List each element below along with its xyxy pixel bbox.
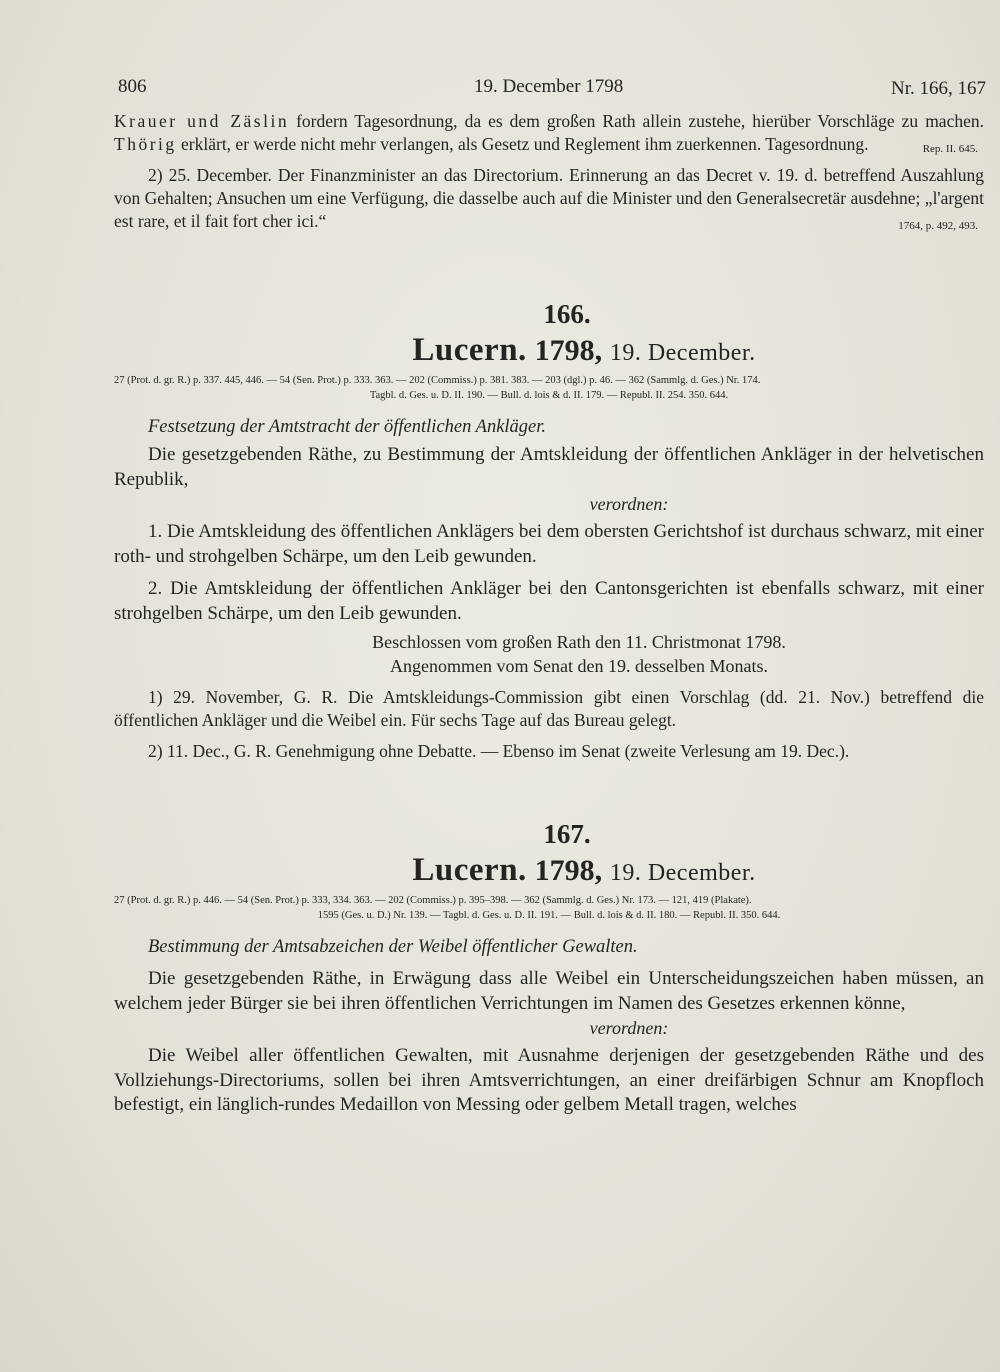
intro-paragraph-1: Krauer und Zäslin fordern Tagesordnung, da es dem großen Rath allein zustehe, hierüber Vorschläge zu machen. Thörig erklärt, er werde nicht mehr verlangen, als Gesetz und Reglement ihm zuerkennen. Tagesordnung. bbox=[114, 111, 984, 154]
section-number: 167. bbox=[543, 819, 591, 849]
section-number: 166. bbox=[543, 299, 591, 329]
place-name: Lucern. bbox=[412, 332, 527, 368]
intro-block bbox=[114, 110, 984, 237]
header-numbers: Nr. 166, 167 bbox=[891, 78, 986, 99]
year: 1798, bbox=[534, 334, 603, 367]
year: 1798, bbox=[534, 854, 603, 887]
running-header bbox=[118, 76, 986, 106]
source-references: 27 (Prot. d. gr. R.) p. 446. — 54 (Sen. Prot.) p. 333, 334. 363. — 202 (Commiss.) p. 395–398. — 362 (Sammlg. d. Ges.) Nr. 173. — 121, 419 (Plakate). 1595 (Ges. u. D.) Nr. 139. — Tagbl. d. Ges. u. D. II. 191. — Bull. d. lois & d. II. 180. — Republ. II. 350. 644. bbox=[114, 895, 781, 921]
place-name: Lucern. bbox=[412, 852, 527, 888]
verordnen: verordnen: bbox=[589, 1018, 669, 1038]
verordnen: verordnen: bbox=[589, 494, 669, 514]
section-title: Bestimmung der Amtsabzeichen der Weibel öffentlicher Gewalten. bbox=[148, 937, 638, 957]
preamble: Die gesetzgebenden Räthe, in Erwägung dass alle Weibel ein Unterscheidungszeichen haben müssen, an welchem jeder Bürger sie bei ihren öffentlichen Verrichtungen im Namen des Gesetzes erkennen könne, bbox=[114, 968, 984, 1014]
intro-reference-2: 1764, p. 492, 493. bbox=[898, 220, 978, 232]
speaker-names: Krauer und Zäslin bbox=[114, 111, 290, 131]
note-2: 2) 11. Dec., G. R. Genehmigung ohne Debatte. — Ebenso im Senat (zweite Verlesung am 19. Dec.). bbox=[148, 741, 850, 761]
article-1: 1. Die Amtskleidung des öffentlichen Anklägers bei dem obersten Gerichtshof ist durchaus schwarz, mit einer roth- und strohgelben Schärpe, um den Leib gewunden. bbox=[114, 521, 984, 567]
heading-date: 19. December. bbox=[609, 340, 756, 366]
closing-line-2: Angenommen vom Senat den 19. desselben Monats. bbox=[390, 656, 768, 676]
section-heading bbox=[184, 850, 984, 893]
section-167 bbox=[114, 818, 984, 1118]
article-2: 2. Die Amtskleidung der öffentlichen Ankläger bei den Cantonsgerichten ist ebenfalls schwarz, mit einer strohgelben Schärpe, um den Leib gewunden. bbox=[114, 578, 984, 624]
intro-paragraph-2: 2) 25. December. Der Finanzminister an das Directorium. Erinnerung an das Decret v. 19. d. betreffend Auszahlung von Gehalten; Ansuchen um eine Verfügung, die dasselbe auch auf die Minister und den Generalsecretär ausdehne; „l'argent est rare, et il fait fort cher ici.“ bbox=[114, 165, 984, 231]
intro-reference-1: Rep. II. 645. bbox=[922, 143, 978, 155]
header-date: 19. December 1798 bbox=[474, 76, 624, 97]
preamble: Die gesetzgebenden Räthe, zu Bestimmung der Amtskleidung der öffentlichen Ankläger in der helvetischen Republik, bbox=[114, 444, 984, 490]
page-number: 806 bbox=[118, 76, 147, 97]
heading-date: 19. December. bbox=[609, 860, 756, 886]
source-references: 27 (Prot. d. gr. R.) p. 337. 445, 446. — 54 (Sen. Prot.) p. 333. 363. — 202 (Commiss.) p. 381. 383. — 203 (dgl.) p. 46. — 362 (Sammlg. d. Ges.) Nr. 174. Tagbl. d. Ges. u. D. II. 190. — Bull. d. lois & d. II. 179. — Republ. II. 254. 350. 644. bbox=[114, 375, 761, 401]
article-body: Die Weibel aller öffentlichen Gewalten, mit Ausnahme derjenigen der gesetzgebenden Räthe und des Vollziehungs-Directoriums, sollen bei ihren Amtsverrichtungen, an einer dreifärbigen Schnur am Knopfloch befestigt, ein länglich-rundes Medaillon von Messing oder gelbem Metall tragen, welches bbox=[114, 1045, 984, 1115]
note-1: 1) 29. November, G. R. Die Amtskleidungs-Commission gibt einen Vorschlag (dd. 21. Nov.) betreffend die öffentlichen Ankläger und die Weibel ein. Für sechs Tage auf das Bureau gelegt. bbox=[114, 687, 984, 730]
section-title: Festsetzung der Amtstracht der öffentlichen Ankläger. bbox=[148, 417, 547, 437]
section-166 bbox=[114, 298, 984, 763]
section-heading bbox=[184, 330, 984, 373]
speaker-name: Thörig bbox=[114, 134, 177, 154]
closing-line-1: Beschlossen vom großen Rath den 11. Christmonat 1798. bbox=[372, 632, 786, 652]
